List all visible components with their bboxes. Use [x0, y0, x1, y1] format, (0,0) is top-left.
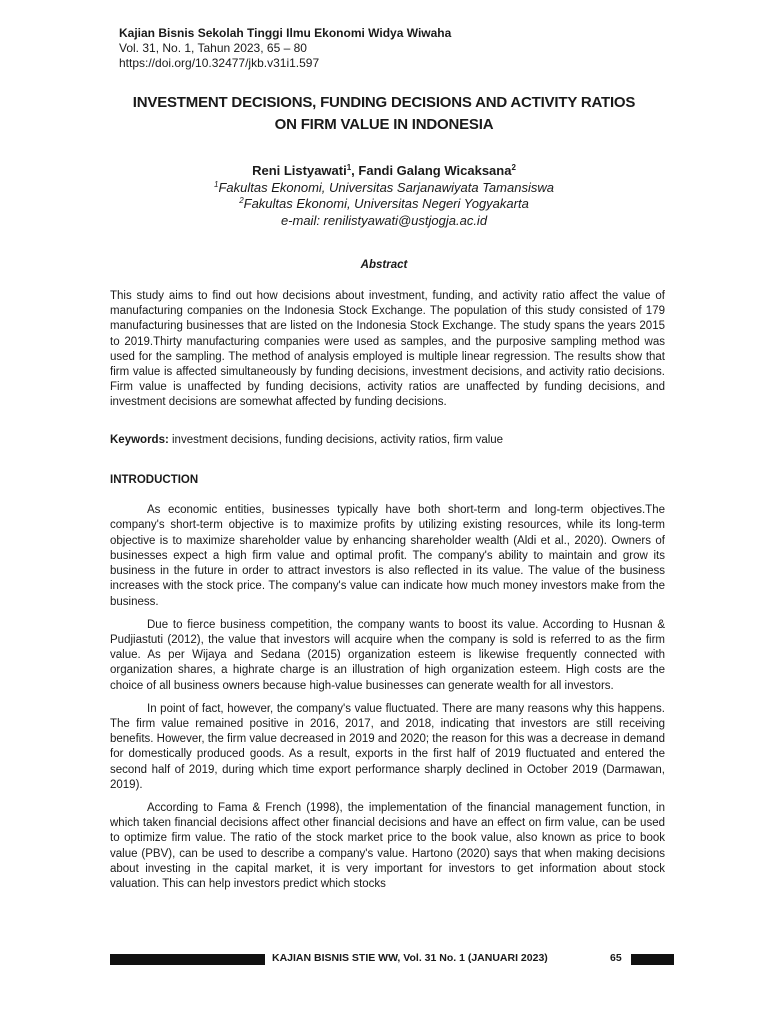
journal-volume: Vol. 31, No. 1, Tahun 2023, 65 – 80: [119, 41, 307, 55]
footer-bar-left: [110, 954, 265, 965]
keywords-text: investment decisions, funding decisions, activity ratios, firm value: [168, 434, 504, 446]
affiliation-2-sup: 2: [239, 196, 244, 205]
affiliation-2: [90, 196, 678, 213]
paragraph-2: Due to fierce business competition, the company wants to boost its value. According to Husnan & Pudjiastuti (2012), the value that investors will acquire when the company is sold is referred to as the firm value. As per Wijaya and Sedana (2015) organization esteem is likewise frequently connected with organization shares, a highrate charge is an illustration of high organization esteem. High costs are the choice of all business owners because high-value businesses can generate wealth for all investors.: [110, 618, 665, 692]
affiliation-1-text: Fakultas Ekonomi, Universitas Sarjanawiyata Tamansiswa: [218, 179, 554, 195]
paper-title: [90, 92, 678, 136]
affiliation-1: [90, 180, 678, 197]
affiliation-2-text: Fakultas Ekonomi, Universitas Negeri Yogyakarta: [243, 196, 529, 211]
title-line-2: ON FIRM VALUE IN INDONESIA: [274, 116, 494, 133]
footer-bar-right: [631, 954, 674, 965]
keywords: [110, 433, 665, 448]
abstract-heading: Abstract: [360, 259, 408, 271]
title-line-1: INVESTMENT DECISIONS, FUNDING DECISIONS AND ACTIVITY RATIOS: [132, 94, 636, 111]
author-2: Fandi Galang Wicaksana: [358, 163, 512, 178]
paragraph-4: According to Fama & French (1998), the implementation of the financial management function, in which taken financial decisions affect other financial decisions and have an effect on firm value, can be used to optimize firm value. The ratio of the stock market price to the book value, also known as price to book value (PBV), can be used to describe a company's value. Hartono (2020) says that when making decisions about investing in the capital market, it is very important for investors to get information about stock valuation. This can help investors predict which stocks: [110, 801, 665, 891]
footer-journal: KAJIAN BISNIS STIE WW, Vol. 31 No. 1 (JANUARI 2023): [272, 952, 548, 964]
author-2-sup: 2: [511, 163, 516, 172]
author-email[interactable]: e-mail: renilistyawati@ustjogja.ac.id: [280, 212, 488, 228]
body-text: [110, 503, 665, 900]
journal-header: [119, 26, 451, 71]
author-block: [90, 163, 678, 229]
abstract-text: This study aims to find out how decisions about investment, funding, and activity ratio affect the value of manufacturing companies on the Indonesia Stock Exchange. The population of this study consisted of 179 manufacturing businesses that are listed on the Indonesia Stock Exchange. The study spans the years 2015 to 2019.Thirty manufacturing companies were used as samples, and the purposive sampling method was used for the sampling. The method of analysis employed is multiple linear regression. The results show that firm value is affected simultaneously by funding decisions, investment decisions, and activity ratio decisions. Firm value is unaffected by funding decisions, activity ratios are unaffected by funding decisions, and investment decisions are somewhat affected by funding decisions.: [110, 290, 665, 409]
keywords-label: Keywords:: [110, 434, 169, 446]
author-1: Reni Listyawati: [252, 163, 347, 178]
journal-doi[interactable]: https://doi.org/10.32477/jkb.v31i1.597: [119, 56, 320, 70]
affiliation-1-sup: 1: [214, 179, 219, 189]
section-heading: INTRODUCTION: [110, 474, 199, 486]
paragraph-1: As economic entities, businesses typically have both short-term and long-term objectives.The company's short-term objective is to maximize profits by utilizing existing resources, while its long-term objective is to maximize shareholder value by enhancing shareholder wealth (Aldi et al., 2020). Owners of businesses expect a high firm value and optimal profit. The company's ability to maintain and grow its business in the future in order to attract investors is also reflected in its value. The value of the business increases with the stock price. The company's value can indicate how much money investors make from the business.: [110, 504, 665, 608]
author-1-sup: 1: [346, 163, 352, 172]
author-names: [90, 163, 678, 180]
paragraph-3: In point of fact, however, the company's value fluctuated. There are many reasons why this happens. The firm value remained positive in 2016, 2017, and 2018, indicating that investors are still receiving benefits. However, the firm value decreased in 2019 and 2020; the reason for this was a decrease in demand for domestically produced goods. As a result, exports in the first half of 2019 fluctuated and entered the second half of 2019, during which time export performance sharply declined in October 2019 (Darmawan, 2019).: [110, 702, 665, 792]
author-separator: ,: [351, 163, 359, 178]
journal-name: Kajian Bisnis Sekolah Tinggi Ilmu Ekonomi Widya Wiwaha: [119, 26, 452, 40]
page-number: 65: [610, 952, 622, 964]
